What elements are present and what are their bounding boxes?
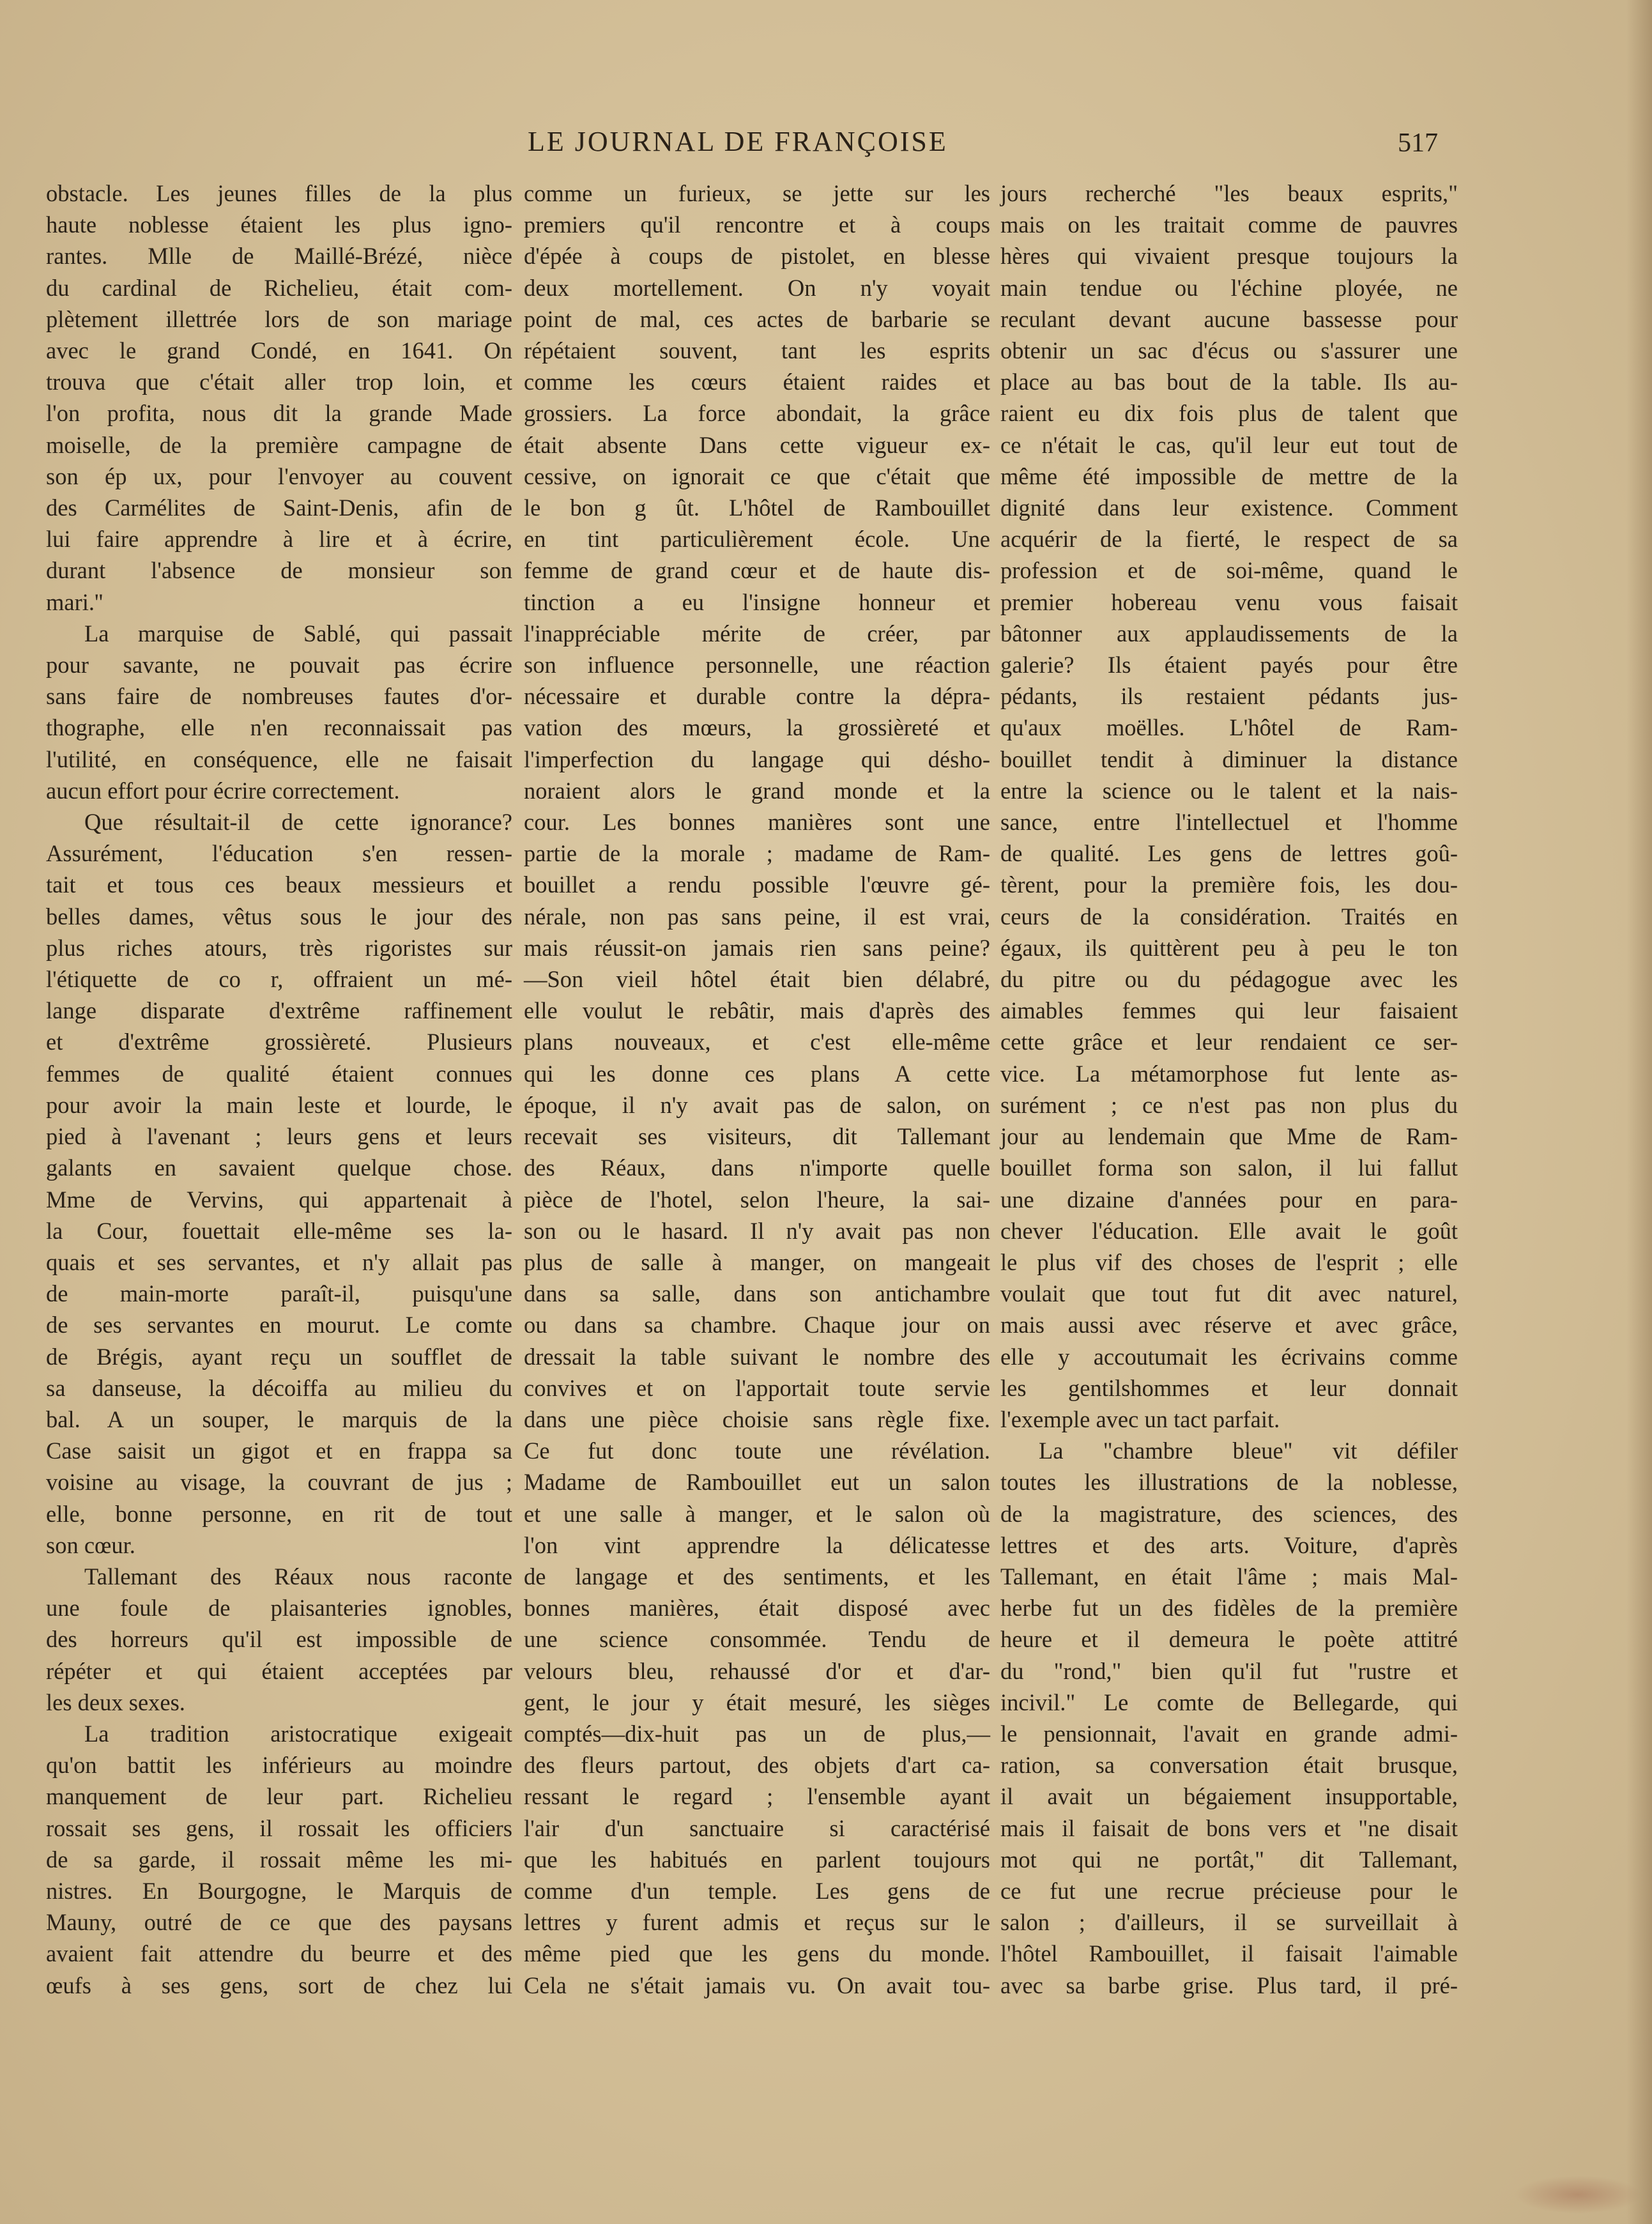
- text-line: noraient alors le grand monde et la: [524, 777, 990, 804]
- text-line: Mme de Vervins, qui appartenait à: [46, 1186, 512, 1213]
- text-line: dans une pièce choisie sans règle fixe.: [524, 1406, 990, 1432]
- text-line: rantes. Mlle de Maillé-Brézé, nièce: [46, 243, 512, 270]
- text-line: haute noblesse étaient les plus igno-: [46, 211, 512, 238]
- page-number: 517: [1398, 128, 1438, 158]
- text-line: thographe, elle n'en reconnaissait pas: [46, 714, 512, 741]
- text-line: pied à l'avenant ; leurs gens et leurs: [46, 1123, 512, 1150]
- text-line: galerie? Ils étaient payés pour être: [1000, 652, 1458, 679]
- text-line: plus de salle à manger, on mangeait: [524, 1248, 990, 1275]
- text-line: Que résultait-il de cette ignorance?: [84, 809, 512, 836]
- text-line: jours recherché "les beaux esprits,": [1000, 180, 1458, 206]
- text-line: le plus vif des choses de l'esprit ; elle: [1000, 1248, 1458, 1275]
- paper-stain: [1514, 2175, 1642, 2214]
- text-line: l'on vint apprendre la délicatesse: [524, 1531, 990, 1558]
- text-line: cette grâce et leur rendaient ce ser-: [1000, 1029, 1458, 1055]
- text-line: son cœur.: [46, 1531, 135, 1558]
- text-line: des horreurs qu'il est impossible de: [46, 1626, 512, 1653]
- text-line: point de mal, ces actes de barbarie se: [524, 305, 990, 332]
- text-line: qu'aux moëlles. L'hôtel de Ram-: [1000, 714, 1458, 741]
- text-line: tèrent, pour la première fois, les dou-: [1000, 871, 1458, 898]
- text-line: bouillet forma son salon, il lui fallut: [1000, 1154, 1458, 1181]
- text-line: comptés—dix-huit pas un de plus,—: [524, 1720, 990, 1747]
- text-line: que les habitués en parlent toujours: [524, 1846, 990, 1873]
- text-line: l'imperfection du langage qui désho-: [524, 746, 990, 772]
- text-line: mais on les traitait comme de pauvres: [1000, 211, 1458, 238]
- text-line: hères qui vivaient presque toujours la: [1000, 243, 1458, 270]
- text-line: Mauny, outré de ce que des paysans: [46, 1909, 512, 1936]
- text-line: nécessaire et durable contre la dépra-: [524, 683, 990, 710]
- text-line: herbe fut un des fidèles de la première: [1000, 1595, 1458, 1622]
- text-line: époque, il n'y avait pas de salon, on: [524, 1091, 990, 1118]
- text-line: Case saisit un gigot et en frappa sa: [46, 1438, 512, 1464]
- text-line: recevait ses visiteurs, dit Tallemant: [524, 1123, 990, 1150]
- text-line: raient eu dix fois plus de talent que: [1000, 400, 1458, 427]
- text-line: chever l'éducation. Elle avait le goût: [1000, 1217, 1458, 1244]
- text-line: jour au lendemain que Mme de Ram-: [1000, 1123, 1458, 1150]
- text-line: les deux sexes.: [46, 1689, 185, 1715]
- text-line: salon ; d'ailleurs, il se surveillait à: [1000, 1909, 1458, 1936]
- text-column-middle: [524, 178, 990, 2001]
- text-line: incivil." Le comte de Bellegarde, qui: [1000, 1689, 1458, 1715]
- text-line: partie de la morale ; madame de Ram-: [524, 840, 990, 867]
- text-line: acquérir de la fierté, le respect de sa: [1000, 526, 1458, 553]
- text-line: qu'on battit les inférieurs au moindre: [46, 1752, 512, 1779]
- text-line: mot qui ne portât," dit Tallemant,: [1000, 1846, 1458, 1873]
- text-line: avec sa barbe grise. Plus tard, il pré-: [1000, 1972, 1458, 1998]
- text-line: avaient fait attendre du beurre et des: [46, 1940, 512, 1967]
- text-line: une science consommée. Tendu de: [524, 1626, 990, 1653]
- text-line: égaux, ils quittèrent peu à peu le ton: [1000, 934, 1458, 961]
- text-line: ressant le regard ; l'ensemble ayant: [524, 1783, 990, 1810]
- text-line: trouva que c'était aller trop loin, et: [46, 369, 512, 395]
- text-line: de sa garde, il rossait même les mi-: [46, 1846, 512, 1873]
- text-line: en tint particulièrement école. Une: [524, 526, 990, 553]
- text-line: répétaient souvent, tant les esprits: [524, 337, 990, 364]
- text-line: gent, le jour y était mesuré, les sièges: [524, 1689, 990, 1715]
- text-line: Cela ne s'était jamais vu. On avait tou-: [524, 1972, 990, 1998]
- text-line: lange disparate d'extrême raffinement: [46, 997, 512, 1024]
- text-line: main tendue ou l'échine ployée, ne: [1000, 274, 1458, 301]
- text-line: comme d'un temple. Les gens de: [524, 1877, 990, 1904]
- text-line: pour avoir la main leste et lourde, le: [46, 1091, 512, 1118]
- text-line: La "chambre bleue" vit défiler: [1039, 1438, 1458, 1464]
- text-line: bouillet a rendu possible l'œuvre gé-: [524, 871, 990, 898]
- text-line: du pitre ou du pédagogue avec les: [1000, 966, 1458, 993]
- text-line: de Brégis, ayant reçu un soufflet de: [46, 1343, 512, 1370]
- text-line: voisine au visage, la couvrant de jus ;: [46, 1469, 512, 1496]
- text-line: du cardinal de Richelieu, était com-: [46, 274, 512, 301]
- text-line: deux mortellement. On n'y voyait: [524, 274, 990, 301]
- text-line: aimables femmes qui leur faisaient: [1000, 997, 1458, 1024]
- text-line: l'exemple avec un tact parfait.: [1000, 1406, 1280, 1432]
- text-line: même été impossible de mettre de la: [1000, 463, 1458, 489]
- text-line: ceurs de la considération. Traités en: [1000, 903, 1458, 930]
- text-line: vation des mœurs, la grossièreté et: [524, 714, 990, 741]
- text-line: et d'extrême grossièreté. Plusieurs: [46, 1029, 512, 1055]
- text-line: et une salle à manger, et le salon où: [524, 1500, 990, 1527]
- text-line: ce n'était le cas, qu'il leur eut tout de: [1000, 431, 1458, 458]
- text-line: lui faire apprendre à lire et à écrire,: [46, 526, 512, 553]
- text-line: reculant devant aucune bassesse pour: [1000, 305, 1458, 332]
- text-line: comme un furieux, se jette sur les: [524, 180, 990, 206]
- text-line: mais aussi avec réserve et avec grâce,: [1000, 1312, 1458, 1338]
- text-line: les gentilshommes et leur donnait: [1000, 1374, 1458, 1401]
- text-line: femme de grand cœur et de haute dis-: [524, 557, 990, 584]
- text-line: Tallemant des Réaux nous raconte: [84, 1563, 512, 1590]
- text-line: heure et il demeura le poète attitré: [1000, 1626, 1458, 1653]
- text-line: elle voulut le rebâtir, mais d'après des: [524, 997, 990, 1024]
- text-line: mais réussit-on jamais rien sans peine?: [524, 934, 990, 961]
- text-line: convives et on l'apportait toute servie: [524, 1374, 990, 1401]
- text-line: œufs à ses gens, sort de chez lui: [46, 1972, 512, 1998]
- text-line: tinction a eu l'insigne honneur et: [524, 588, 990, 615]
- text-line: des Réaux, dans n'importe quelle: [524, 1154, 990, 1181]
- text-line: d'épée à coups de pistolet, en blesse: [524, 243, 990, 270]
- text-line: le bon g ût. L'hôtel de Rambouillet: [524, 495, 990, 521]
- text-line: une foule de plaisanteries ignobles,: [46, 1595, 512, 1622]
- text-line: son influence personnelle, une réaction: [524, 652, 990, 679]
- text-line: galants en savaient quelque chose.: [46, 1154, 512, 1181]
- text-line: grossiers. La force abondait, la grâce: [524, 400, 990, 427]
- text-line: femmes de qualité étaient connues: [46, 1060, 512, 1087]
- text-line: l'air d'un sanctuaire si caractérisé: [524, 1814, 990, 1841]
- text-line: ce fut une recrue précieuse pour le: [1000, 1877, 1458, 1904]
- text-line: dressait la table suivant le nombre des: [524, 1343, 990, 1370]
- text-line: même pied que les gens du monde.: [524, 1940, 990, 1967]
- text-line: dans sa salle, dans son antichambre: [524, 1280, 990, 1307]
- text-line: l'inappréciable mérite de créer, par: [524, 620, 990, 647]
- text-line: bal. A un souper, le marquis de la: [46, 1406, 512, 1432]
- text-line: lettres y furent admis et reçus sur le: [524, 1909, 990, 1936]
- text-line: Ce fut donc toute une révélation.: [524, 1438, 990, 1464]
- text-line: nistres. En Bourgogne, le Marquis de: [46, 1877, 512, 1904]
- text-line: moiselle, de la première campagne de: [46, 431, 512, 458]
- text-line: plans nouveaux, et c'est elle-même: [524, 1029, 990, 1055]
- text-line: de langage et des sentiments, et les: [524, 1563, 990, 1590]
- text-line: qui les donne ces plans A cette: [524, 1060, 990, 1087]
- text-line: sa danseuse, la décoiffa au milieu du: [46, 1374, 512, 1401]
- text-line: elle, bonne personne, en rit de tout: [46, 1500, 512, 1527]
- running-title: LE JOURNAL DE FRANÇOISE: [528, 126, 948, 157]
- text-line: mari.'': [46, 588, 103, 615]
- text-line: belles dames, vêtus sous le jour des: [46, 903, 512, 930]
- text-line: Tallemant, en était l'âme ; mais Mal-: [1000, 1563, 1458, 1590]
- text-line: plètement illettrée lors de son mariage: [46, 305, 512, 332]
- text-column-right: [1000, 178, 1458, 2001]
- text-line: Madame de Rambouillet eut un salon: [524, 1469, 990, 1496]
- text-line: manquement de leur part. Richelieu: [46, 1783, 512, 1810]
- text-line: lettres et des arts. Voiture, d'après: [1000, 1531, 1458, 1558]
- text-line: quais et ses servantes, et n'y allait pas: [46, 1248, 512, 1275]
- text-line: de ses servantes en mourut. Le comte: [46, 1312, 512, 1338]
- text-line: ration, sa conversation était brusque,: [1000, 1752, 1458, 1779]
- text-line: elle y accoutumait les écrivains comme: [1000, 1343, 1458, 1370]
- text-line: son ép ux, pour l'envoyer au couvent: [46, 463, 512, 489]
- text-line: profession et de soi-même, quand le: [1000, 557, 1458, 584]
- text-line: obstacle. Les jeunes filles de la plus: [46, 180, 512, 206]
- text-line: pièce de l'hotel, selon l'heure, la sai-: [524, 1186, 990, 1213]
- text-line: comme les cœurs étaient raides et: [524, 369, 990, 395]
- text-line: l'utilité, en conséquence, elle ne faisait: [46, 746, 512, 772]
- text-line: bouillet tendit à diminuer la distance: [1000, 746, 1458, 772]
- text-line: répéter et qui étaient acceptées par: [46, 1657, 512, 1684]
- text-line: bâtonner aux applaudissements de la: [1000, 620, 1458, 647]
- text-line: —Son vieil hôtel était bien délabré,: [524, 966, 990, 993]
- text-line: son ou le hasard. Il n'y avait pas non: [524, 1217, 990, 1244]
- text-line: tait et tous ces beaux messieurs et: [46, 871, 512, 898]
- text-line: sance, entre l'intellectuel et l'homme: [1000, 809, 1458, 836]
- page-edge-shadow: [1626, 0, 1652, 2224]
- text-line: cour. Les bonnes manières sont une: [524, 809, 990, 836]
- text-line: durant l'absence de monsieur son: [46, 557, 512, 584]
- text-line: aucun effort pour écrire correctement.: [46, 777, 400, 804]
- text-line: la Cour, fouettait elle-même ses la-: [46, 1217, 512, 1244]
- text-line: dignité dans leur existence. Comment: [1000, 495, 1458, 521]
- text-line: des Carmélites de Saint-Denis, afin de: [46, 495, 512, 521]
- text-line: de main-morte paraît-il, puisqu'une: [46, 1280, 512, 1307]
- text-line: velours bleu, rehaussé d'or et d'ar-: [524, 1657, 990, 1684]
- text-line: bonnes manières, était disposé avec: [524, 1595, 990, 1622]
- text-line: de qualité. Les gens de lettres goû-: [1000, 840, 1458, 867]
- text-line: Assurément, l'éducation s'en ressen-: [46, 840, 512, 867]
- text-line: l'on profita, nous dit la grande Made: [46, 400, 512, 427]
- text-line: vice. La métamorphose fut lente as-: [1000, 1060, 1458, 1087]
- text-line: des fleurs partout, des objets d'art ca-: [524, 1752, 990, 1779]
- text-line: ou dans sa chambre. Chaque jour on: [524, 1312, 990, 1338]
- text-line: La tradition aristocratique exigeait: [84, 1720, 512, 1747]
- text-line: premier hobereau venu vous faisait: [1000, 588, 1458, 615]
- text-line: premiers qu'il rencontre et à coups: [524, 211, 990, 238]
- text-line: obtenir un sac d'écus ou s'assurer une: [1000, 337, 1458, 364]
- text-line: il avait un bégaiement insupportable,: [1000, 1783, 1458, 1810]
- text-line: le pensionnait, l'avait en grande admi-: [1000, 1720, 1458, 1747]
- text-line: du "rond," bien qu'il fut "rustre et: [1000, 1657, 1458, 1684]
- text-line: l'hôtel Rambouillet, il faisait l'aimable: [1000, 1940, 1458, 1967]
- text-line: pédants, ils restaient pédants jus-: [1000, 683, 1458, 710]
- text-line: place au bas bout de la table. Ils au-: [1000, 369, 1458, 395]
- text-line: mais il faisait de bons vers et "ne disait: [1000, 1814, 1458, 1841]
- text-line: sans faire de nombreuses fautes d'or-: [46, 683, 512, 710]
- text-column-left: [46, 178, 512, 2001]
- text-line: pour savante, ne pouvait pas écrire: [46, 652, 512, 679]
- text-line: une dizaine d'années pour en para-: [1000, 1186, 1458, 1213]
- text-line: l'étiquette de co r, offraient un mé-: [46, 966, 512, 993]
- text-line: plus riches atours, très rigoristes sur: [46, 934, 512, 961]
- text-line: était absente Dans cette vigueur ex-: [524, 431, 990, 458]
- page-header: [0, 125, 1652, 170]
- text-line: rossait ses gens, il rossait les officiers: [46, 1814, 512, 1841]
- text-line: voulait que tout fut dit avec naturel,: [1000, 1280, 1458, 1307]
- text-line: de la magistrature, des sciences, des: [1000, 1500, 1458, 1527]
- text-line: surément ; ce n'est pas non plus du: [1000, 1091, 1458, 1118]
- text-line: nérale, non pas sans peine, il est vrai,: [524, 903, 990, 930]
- text-line: entre la science ou le talent et la nais-: [1000, 777, 1458, 804]
- text-line: cessive, on ignorait ce que c'était que: [524, 463, 990, 489]
- text-line: avec le grand Condé, en 1641. On: [46, 337, 512, 364]
- text-line: La marquise de Sablé, qui passait: [84, 620, 512, 647]
- text-line: toutes les illustrations de la noblesse,: [1000, 1469, 1458, 1496]
